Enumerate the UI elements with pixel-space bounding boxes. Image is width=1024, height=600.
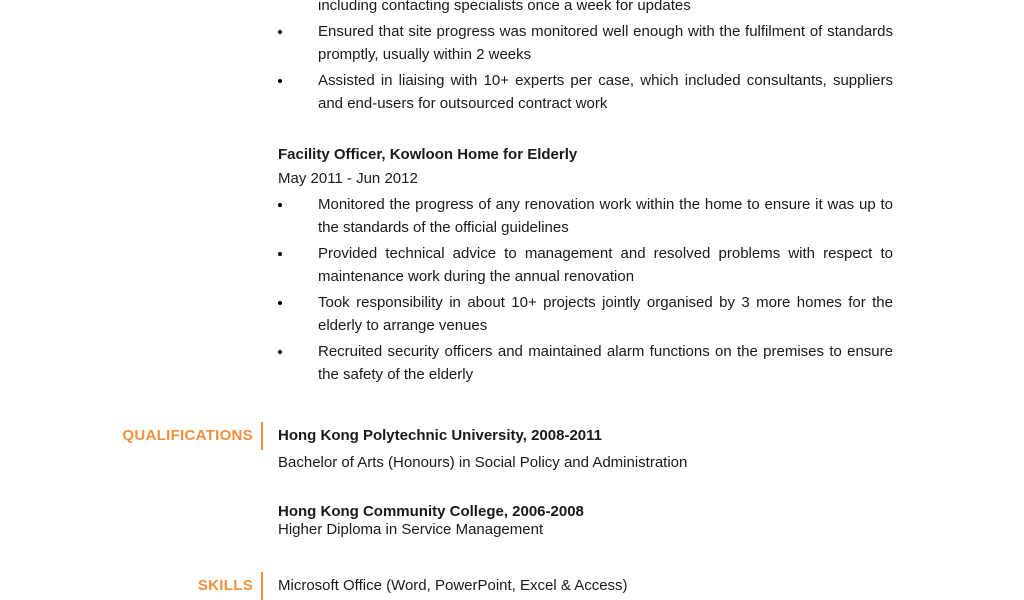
bullet-text: Took responsibility in about 10+ projects jointly organised by 3 more homes for the elderly to arrange venues	[318, 294, 893, 334]
list-item	[278, 193, 893, 239]
education-description: Higher Diploma in Service Management	[278, 521, 544, 538]
education-description: Bachelor of Arts (Honours) in Social Policy and Administration	[278, 454, 688, 471]
job-title: Facility Officer, Kowloon Home for Elderly	[278, 146, 578, 163]
bullet-dot-icon	[278, 203, 282, 207]
list-item	[278, 291, 893, 337]
bullet-text: Recruited security officers and maintained alarm functions on the premises to ensure the safety of the elderly	[318, 343, 893, 383]
bullet-dot-icon	[278, 30, 282, 34]
bullet-dot-icon	[278, 301, 282, 305]
bullet-dot-icon	[278, 252, 282, 256]
skills-heading: SKILLS	[197, 577, 253, 594]
bullet-text: including contacting specialists once a week for updates	[318, 0, 691, 14]
bullet-text: Provided technical advice to management and resolved problems with respect to maintenance work during the annual renovation	[318, 245, 893, 285]
section-divider	[261, 572, 263, 600]
education-title: Hong Kong Community College, 2006-2008	[278, 503, 584, 520]
bullet-text: Assisted in liaising with 10+ experts per case, which included consultants, suppliers and end-users for outsourced contract work	[318, 72, 893, 112]
bullet-dot-icon	[278, 79, 282, 83]
job-dates: May 2011 - Jun 2012	[278, 170, 418, 187]
list-item	[278, 340, 893, 386]
bullet-dot-icon	[278, 350, 282, 354]
list-item	[278, 0, 893, 17]
previous-job-bullets	[278, 0, 893, 118]
section-divider	[261, 422, 263, 450]
list-item	[278, 242, 893, 288]
skills-text: Microsoft Office (Word, PowerPoint, Excel & Access)	[278, 577, 628, 594]
list-item	[278, 69, 893, 115]
bullet-text: Ensured that site progress was monitored well enough with the fulfilment of standards promptly, usually within 2 weeks	[318, 23, 893, 63]
facility-job-bullets	[278, 193, 893, 389]
list-item	[278, 20, 893, 66]
education-title: Hong Kong Polytechnic University, 2008-2011	[278, 427, 602, 444]
qualifications-heading: QUALIFICATIONS	[122, 427, 253, 444]
bullet-text: Monitored the progress of any renovation work within the home to ensure it was up to the standards of the official guidelines	[318, 196, 893, 236]
